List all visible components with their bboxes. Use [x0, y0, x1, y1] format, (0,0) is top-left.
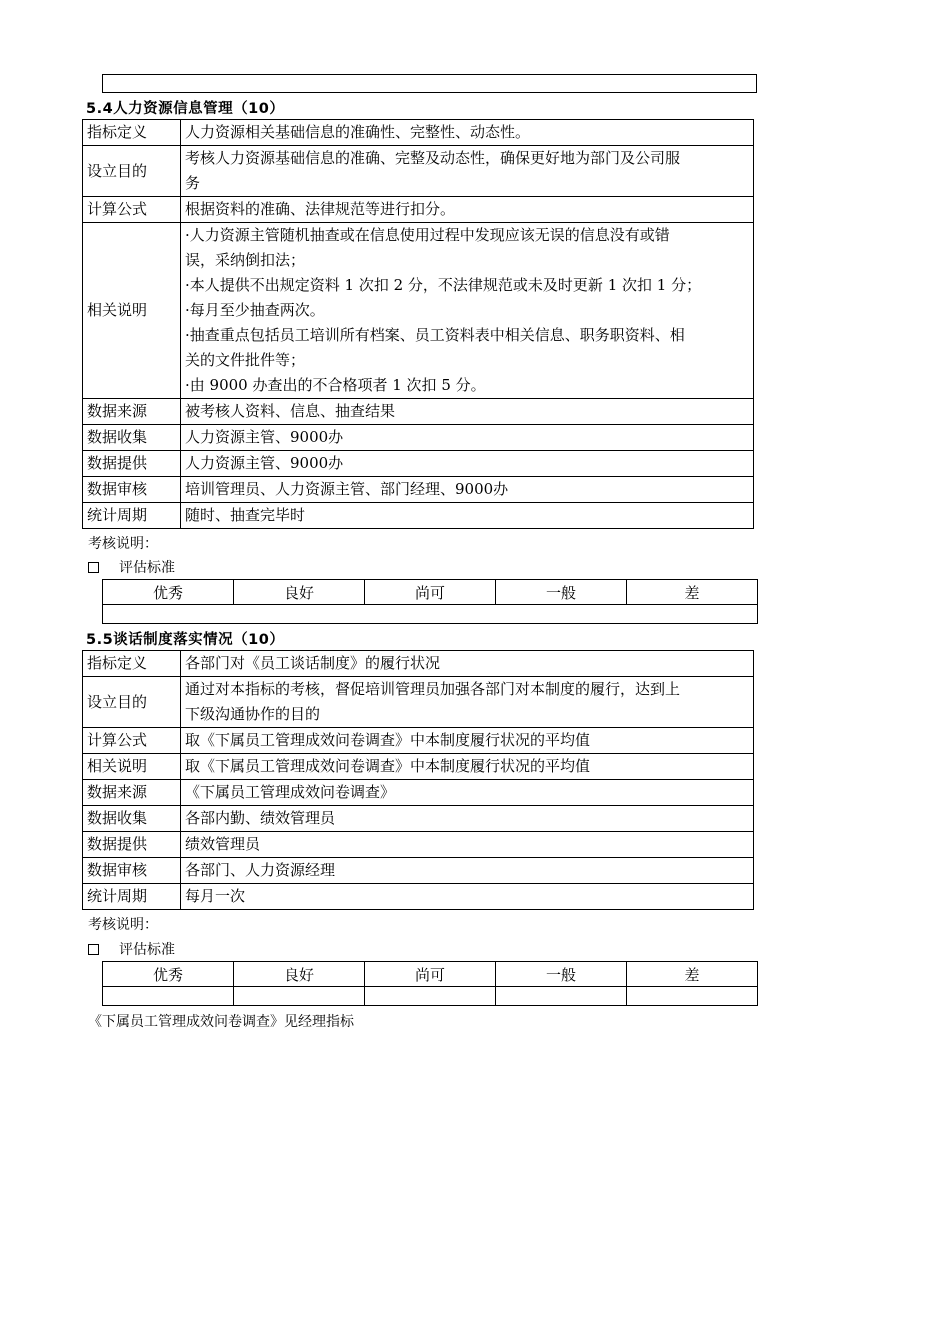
table-row [83, 677, 754, 728]
value-line: 下级沟通协作的目的 [185, 705, 321, 723]
row-label: 计算公式 [83, 197, 181, 223]
metric-table-5-5 [82, 650, 754, 910]
section-heading-5-5: 5.5谈话制度落实情况（10） [86, 632, 285, 648]
row-value [181, 399, 754, 425]
table-row [83, 146, 754, 197]
row-value [181, 120, 754, 146]
value-line: 通过对本指标的考核，督促培训管理员加强各部门对本制度的履行，达到上 [185, 680, 681, 698]
table-row [83, 806, 754, 832]
value-line: 务 [185, 174, 201, 192]
row-label: 数据提供 [83, 832, 181, 858]
table-row [83, 503, 754, 529]
row-value [181, 451, 754, 477]
value-line: 各部门、人力资源经理 [185, 861, 336, 879]
row-value [181, 425, 754, 451]
row-label: 统计周期 [83, 884, 181, 910]
table-row [83, 399, 754, 425]
row-value [181, 651, 754, 677]
assessment-note-label: 考核说明： [88, 536, 158, 552]
row-value [181, 197, 754, 223]
table-row [83, 858, 754, 884]
previous-table-remnant [102, 74, 757, 93]
value-line: 被考核人资料、信息、抽查结果 [185, 402, 396, 420]
row-value [181, 780, 754, 806]
value-line: ·抽查重点包括员工培训所有档案、员工资料表中相关信息、职务职资料、相 [185, 326, 685, 344]
row-value [181, 477, 754, 503]
grade-header: 差 [627, 580, 758, 605]
row-label: 数据收集 [83, 806, 181, 832]
grade-cell [627, 987, 758, 1006]
row-label: 指标定义 [83, 651, 181, 677]
row-value [181, 146, 754, 197]
checkbox-icon [88, 944, 99, 955]
row-label: 数据来源 [83, 399, 181, 425]
value-line: 《下属员工管理成效问卷调查》 [185, 783, 396, 801]
table-row [83, 477, 754, 503]
row-label: 数据提供 [83, 451, 181, 477]
value-line: 人力资源相关基础信息的准确性、完整性、动态性。 [185, 123, 531, 141]
grade-header-row [103, 962, 758, 987]
grade-header: 尚可 [365, 580, 496, 605]
grade-table-5-4 [102, 579, 758, 624]
value-line: 每月一次 [185, 887, 246, 905]
row-value [181, 858, 754, 884]
grade-cell [496, 987, 627, 1006]
value-line: 考核人力资源基础信息的准确、完整及动态性，确保更好地为部门及公司服 [185, 149, 681, 167]
value-line: 人力资源主管、9000办 [185, 454, 344, 472]
table-row [83, 884, 754, 910]
checkbox-icon [88, 562, 99, 573]
evaluation-standard-label: 评估标准 [119, 560, 175, 576]
grade-table-5-5 [102, 961, 758, 1006]
row-label: 相关说明 [83, 754, 181, 780]
table-row [83, 651, 754, 677]
grade-header: 优秀 [103, 962, 234, 987]
table-row [83, 223, 754, 399]
table-row [83, 425, 754, 451]
evaluation-standard-label: 评估标准 [119, 942, 175, 958]
value-line: 绩效管理员 [185, 835, 261, 853]
table-row [83, 451, 754, 477]
footer-note: 《下属员工管理成效问卷调查》见经理指标 [88, 1014, 354, 1030]
grade-header: 尚可 [365, 962, 496, 987]
evaluation-standard [88, 557, 175, 577]
row-label: 统计周期 [83, 503, 181, 529]
metric-table-5-4 [82, 119, 754, 529]
grade-cell [103, 605, 758, 624]
assessment-note-label: 考核说明： [88, 917, 158, 933]
value-line: 培训管理员、人力资源主管、部门经理、9000办 [185, 480, 509, 498]
row-label: 设立目的 [83, 677, 181, 728]
value-line: 取《下属员工管理成效问卷调查》中本制度履行状况的平均值 [185, 731, 591, 749]
row-value [181, 677, 754, 728]
row-label: 数据审核 [83, 858, 181, 884]
value-line: ·每月至少抽查两次。 [185, 301, 325, 319]
value-line: 各部门对《员工谈话制度》的履行状况 [185, 654, 441, 672]
evaluation-standard [88, 939, 175, 959]
grade-cell [234, 987, 365, 1006]
grade-header: 一般 [496, 580, 627, 605]
row-value [181, 728, 754, 754]
row-label: 数据来源 [83, 780, 181, 806]
row-value [181, 754, 754, 780]
grade-header: 差 [627, 962, 758, 987]
grade-header: 良好 [234, 962, 365, 987]
value-line: 取《下属员工管理成效问卷调查》中本制度履行状况的平均值 [185, 757, 591, 775]
table-row [83, 728, 754, 754]
value-line: 随时、抽查完毕时 [185, 506, 306, 524]
row-value [181, 806, 754, 832]
row-label: 计算公式 [83, 728, 181, 754]
section-heading-5-4: 5.4人力资源信息管理（10） [86, 101, 285, 117]
value-line: 误，采纳倒扣法； [185, 251, 306, 269]
table-row [83, 197, 754, 223]
row-label: 数据审核 [83, 477, 181, 503]
grade-header: 良好 [234, 580, 365, 605]
row-label: 数据收集 [83, 425, 181, 451]
grade-header: 优秀 [103, 580, 234, 605]
grade-header-row [103, 580, 758, 605]
row-value [181, 503, 754, 529]
table-row [83, 120, 754, 146]
row-label: 指标定义 [83, 120, 181, 146]
row-label: 设立目的 [83, 146, 181, 197]
table-row [83, 780, 754, 806]
value-line: ·由 9000 办查出的不合格项者 1 次扣 5 分。 [185, 376, 486, 394]
value-line: ·本人提供不出规定资料 1 次扣 2 分，不法律规范或未及时更新 1 次扣 1 分； [185, 276, 702, 294]
row-label: 相关说明 [83, 223, 181, 399]
row-value [181, 832, 754, 858]
value-line: 根据资料的准确、法律规范等进行扣分。 [185, 200, 456, 218]
grade-header: 一般 [496, 962, 627, 987]
grade-score-row [103, 987, 758, 1006]
value-line: ·人力资源主管随机抽查或在信息使用过程中发现应该无误的信息没有或错 [185, 226, 670, 244]
grade-cell [103, 987, 234, 1006]
row-value [181, 223, 754, 399]
table-row [83, 832, 754, 858]
value-line: 关的文件批件等； [185, 351, 306, 369]
grade-cell [365, 987, 496, 1006]
row-value [181, 884, 754, 910]
value-line: 各部内勤、绩效管理员 [185, 809, 336, 827]
table-row [83, 754, 754, 780]
value-line: 人力资源主管、9000办 [185, 428, 344, 446]
grade-score-row [103, 605, 758, 624]
